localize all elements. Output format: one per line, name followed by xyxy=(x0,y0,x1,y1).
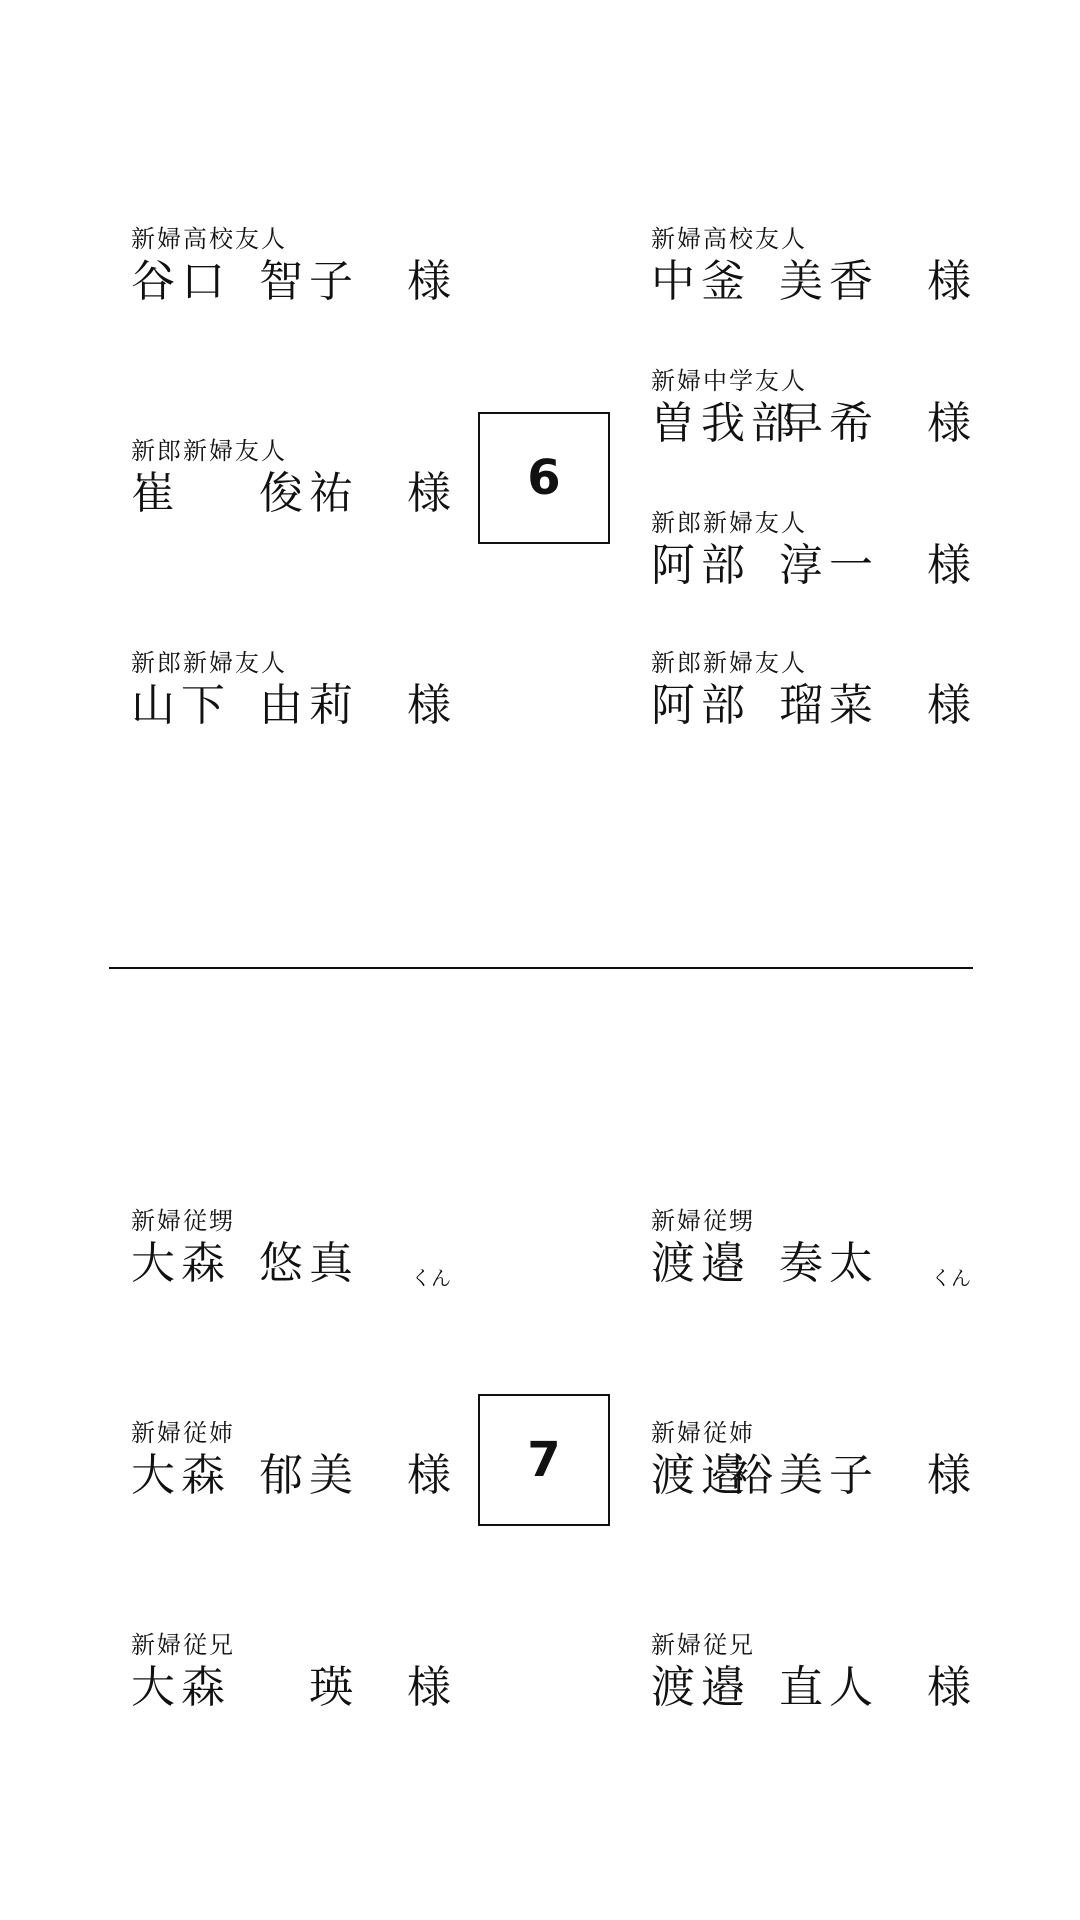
guest-given-name: 直人 xyxy=(779,1662,879,1713)
guest-given-name: 智子 xyxy=(259,256,359,307)
guest-relation: 新婦高校友人 xyxy=(651,225,807,253)
guest-relation: 新郎新婦友人 xyxy=(131,437,287,465)
guest-honorific: 様 xyxy=(927,1662,971,1713)
guest-given-name: 淳一 xyxy=(779,540,879,591)
guest-relation: 新婦従兄 xyxy=(131,1631,235,1659)
guest-honorific: くん xyxy=(411,1266,451,1290)
guest-honorific: 様 xyxy=(407,1662,451,1713)
guest-surname: 崔 xyxy=(131,468,181,519)
guest-relation: 新郎新婦友人 xyxy=(651,649,807,677)
section-divider xyxy=(109,967,973,969)
guest-honorific: 様 xyxy=(407,680,451,731)
guest-given-name: 俊祐 xyxy=(259,468,359,519)
guest-given-name: 由莉 xyxy=(259,680,359,731)
guest-relation: 新婦従甥 xyxy=(131,1207,235,1235)
guest-surname: 阿部 xyxy=(651,540,751,591)
guest-honorific: 様 xyxy=(927,1450,971,1501)
guest-given-name: 郁美 xyxy=(259,1450,359,1501)
guest-honorific: 様 xyxy=(927,256,971,307)
guest-surname: 中釜 xyxy=(651,256,751,307)
guest-given-name: 悠真 xyxy=(259,1238,359,1289)
guest-relation: 新婦高校友人 xyxy=(131,225,287,253)
guest-surname: 山下 xyxy=(131,680,231,731)
guest-surname: 大森 xyxy=(131,1662,231,1713)
guest-surname: 渡邉 xyxy=(651,1662,751,1713)
guest-relation: 新郎新婦友人 xyxy=(131,649,287,677)
guest-honorific: 様 xyxy=(407,1450,451,1501)
guest-surname: 曽我部 xyxy=(651,398,801,449)
guest-relation: 新郎新婦友人 xyxy=(651,509,807,537)
guest-given-name: 裕美子 xyxy=(729,1450,879,1501)
guest-given-name: 瑛 xyxy=(309,1662,359,1713)
guest-honorific: 様 xyxy=(407,468,451,519)
guest-relation: 新婦従兄 xyxy=(651,1631,755,1659)
guest-given-name: 瑠菜 xyxy=(779,680,879,731)
guest-honorific: 様 xyxy=(927,680,971,731)
guest-relation: 新婦従姉 xyxy=(651,1419,755,1447)
guest-relation: 新婦従姉 xyxy=(131,1419,235,1447)
guest-surname: 渡邉 xyxy=(651,1238,751,1289)
guest-surname: 大森 xyxy=(131,1238,231,1289)
guest-honorific: 様 xyxy=(927,398,971,449)
guest-honorific: 様 xyxy=(927,540,971,591)
guest-surname: 谷口 xyxy=(131,256,231,307)
guest-surname: 大森 xyxy=(131,1450,231,1501)
guest-relation: 新婦中学友人 xyxy=(651,367,807,395)
guest-surname: 阿部 xyxy=(651,680,751,731)
guest-surname: 渡邉 xyxy=(651,1450,751,1501)
guest-given-name: 奏太 xyxy=(779,1238,879,1289)
guest-given-name: 美香 xyxy=(779,256,879,307)
guest-honorific: くん xyxy=(931,1266,971,1290)
guest-given-name: 早希 xyxy=(779,398,879,449)
table-number-7: 7 xyxy=(478,1394,610,1526)
guest-honorific: 様 xyxy=(407,256,451,307)
table-number-6: 6 xyxy=(478,412,610,544)
guest-relation: 新婦従甥 xyxy=(651,1207,755,1235)
